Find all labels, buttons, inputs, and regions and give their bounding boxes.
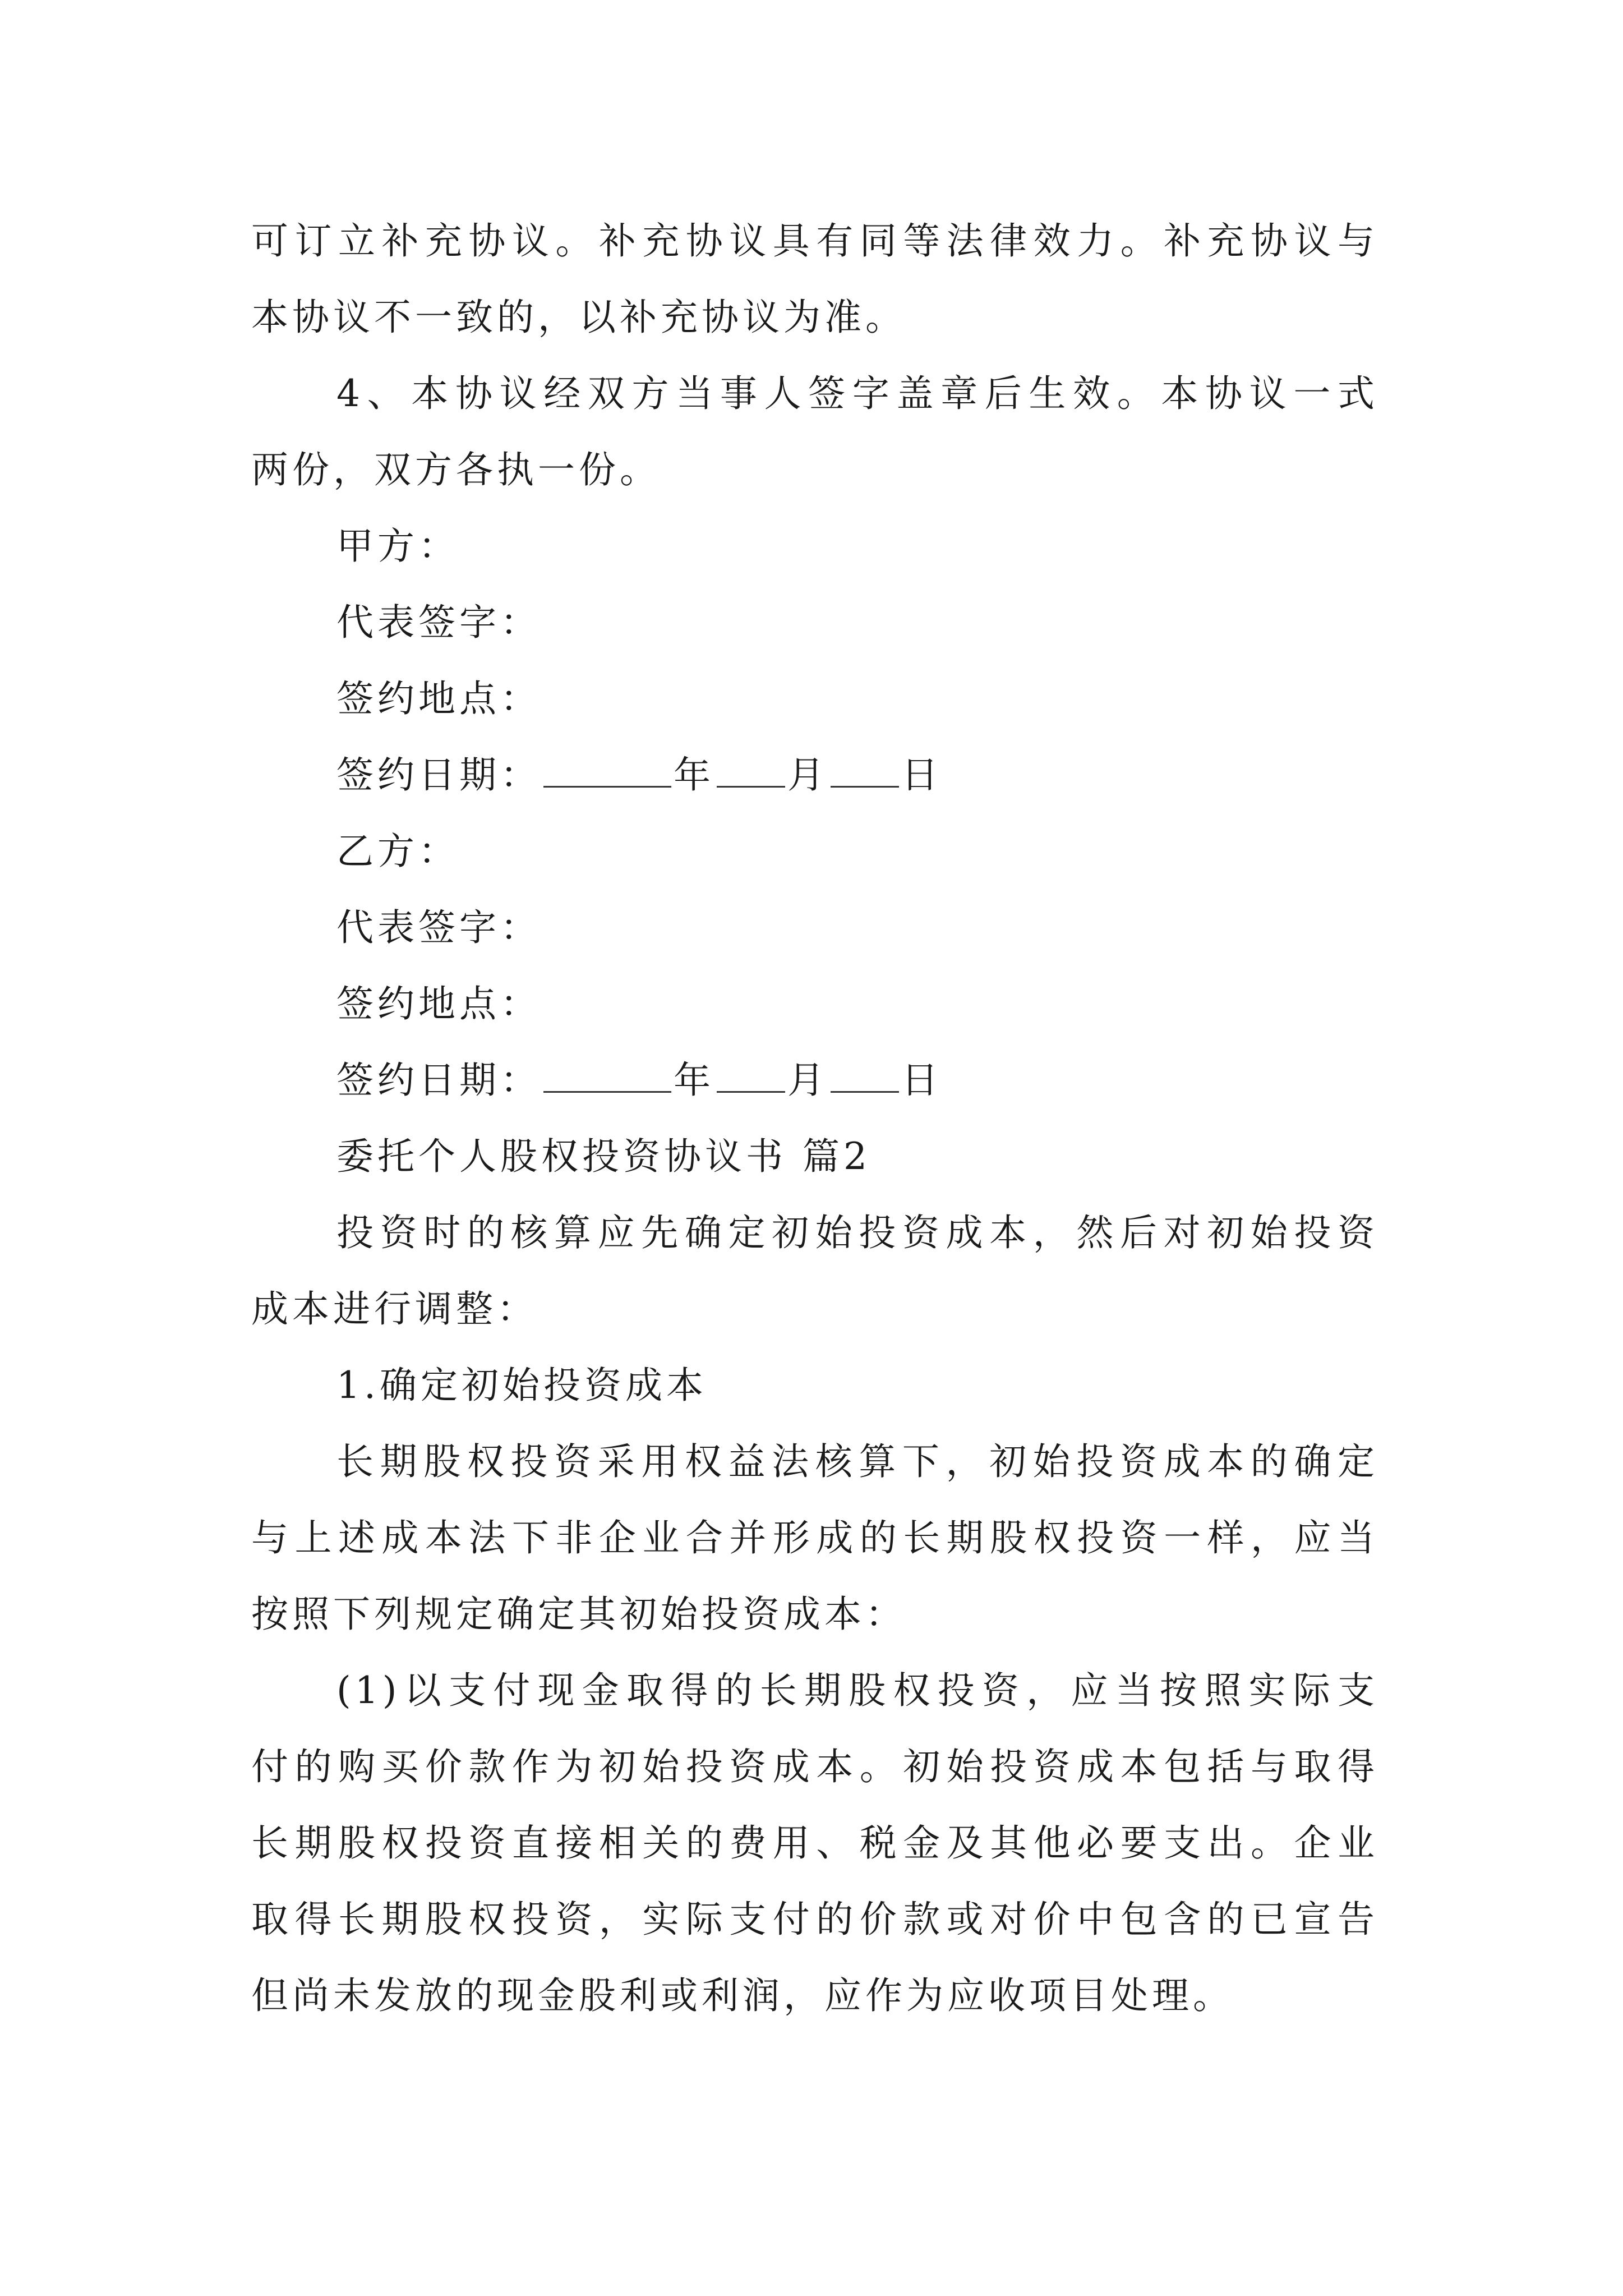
paragraph-line: (1)以支付现金取得的长期股权投资，应当按照实际支 (336, 1669, 1378, 1712)
month-blank (717, 749, 785, 788)
party-a-label: 甲方： (336, 524, 459, 568)
paragraph-line: 投资时的核算应先确定初始投资成本，然后对初始投资 (336, 1211, 1378, 1254)
paragraph-line: 本协议不一致的，以补充协议为准。 (251, 296, 906, 339)
paragraph-line: 与上述成本法下非企业合并形成的长期股权投资一样，应当 (251, 1516, 1378, 1559)
paragraph-line: 成本进行调整： (251, 1287, 538, 1331)
paragraph-line: 但尚未发放的现金股利或利润，应作为应收项目处理。 (251, 1974, 1234, 2017)
paragraph-line: 长期股权投资直接相关的费用、税金及其他必要支出。企业 (251, 1821, 1378, 1865)
party-a-sign-place: 签约地点： (336, 677, 541, 720)
subheading: 1.确定初始投资成本 (336, 1364, 707, 1407)
month-blank (717, 1054, 785, 1093)
paragraph-line: 长期股权投资采用权益法核算下，初始投资成本的确定 (336, 1440, 1378, 1483)
party-b-label: 乙方： (336, 830, 459, 873)
party-a-rep-sign: 代表签字： (336, 601, 541, 644)
party-b-sign-place: 签约地点： (336, 982, 541, 1025)
year-blank (543, 749, 671, 788)
paragraph-line: 4、本协议经双方当事人签字盖章后生效。本协议一式 (336, 372, 1378, 415)
day-label: 日 (901, 1059, 942, 1102)
document-body (251, 203, 1378, 2034)
year-blank (543, 1054, 671, 1093)
sign-date-label: 签约日期： (336, 1059, 541, 1102)
paragraph-line: 取得长期股权投资，实际支付的价款或对价中包含的已宣告 (251, 1898, 1378, 1941)
year-label: 年 (674, 1059, 714, 1102)
section-title: 委托个人股权投资协议书 篇2 (336, 1135, 871, 1178)
month-label: 月 (787, 753, 828, 797)
party-a-sign-date (251, 737, 1378, 813)
party-b-sign-date (251, 1042, 1378, 1119)
paragraph-line: 付的购买价款作为初始投资成本。初始投资成本包括与取得 (251, 1745, 1378, 1788)
day-blank (831, 1054, 899, 1093)
month-label: 月 (787, 1059, 828, 1102)
day-label: 日 (901, 753, 942, 797)
paragraph-line: 可订立补充协议。补充协议具有同等法律效力。补充协议与 (251, 219, 1378, 263)
day-blank (831, 749, 899, 788)
paragraph-line: 两份，双方各执一份。 (251, 448, 661, 491)
paragraph-line: 按照下列规定确定其初始投资成本： (251, 1593, 906, 1636)
year-label: 年 (674, 753, 714, 797)
sign-date-label: 签约日期： (336, 753, 541, 797)
party-b-rep-sign: 代表签字： (336, 906, 541, 949)
